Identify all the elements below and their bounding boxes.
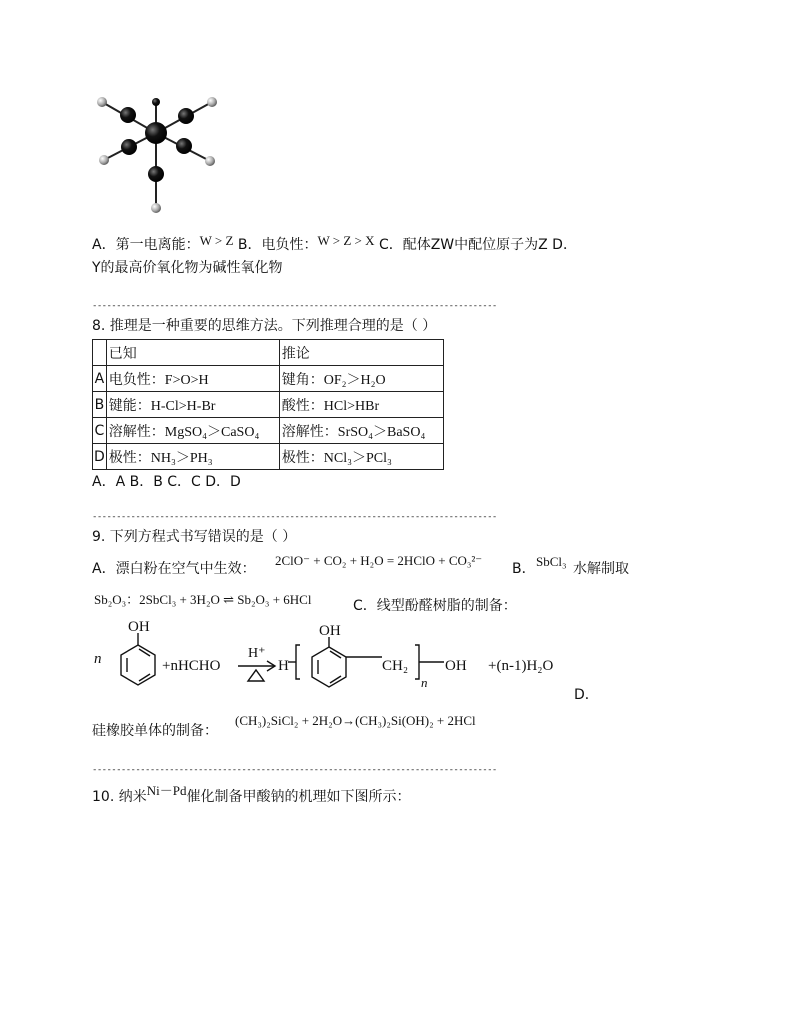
q9-option-b-suffix: 水解制取 xyxy=(573,561,629,577)
ch2-group: CH₂ xyxy=(382,658,409,674)
q8-options: A．A B．B C．C D．D xyxy=(92,474,241,490)
q9-option-d-label: D． xyxy=(574,687,599,703)
known-cell xyxy=(106,366,279,392)
infer-prefix: 溶解性： xyxy=(281,423,338,440)
table-corner-cell xyxy=(93,340,107,366)
infer-prefix: 酸性： xyxy=(281,397,324,414)
q9-option-d-equation: (CH₃)₂SiCl₂ + 2H₂O→(CH₃)₂Si(OH)₂ + 2HCl xyxy=(235,713,476,728)
h-atom xyxy=(207,97,217,107)
q10-stem xyxy=(92,783,411,806)
water-byproduct: +(n-1)H₂O xyxy=(488,658,554,674)
infer-prefix: 极性： xyxy=(281,449,324,466)
ligand-atom xyxy=(176,138,192,154)
table-row xyxy=(93,418,444,444)
molecule-structure-figure xyxy=(90,92,222,216)
known-prefix: 电负性： xyxy=(108,371,165,388)
known-value: H-Cl>H-Br xyxy=(150,398,216,414)
end-group-oh: OH xyxy=(445,658,467,674)
ligand-atom xyxy=(121,139,137,155)
ligand-atom xyxy=(120,107,136,123)
q9-option-a-label: A．漂白粉在空气中生效： xyxy=(92,561,256,577)
q9-option-d-text: 硅橡胶单体的制备： xyxy=(92,723,218,739)
q7-option-d-text: Y的最高价氧化物为碱性氧化物 xyxy=(92,260,283,276)
q9-option-b-label: B． xyxy=(512,561,536,577)
infer-cell xyxy=(279,418,443,444)
known-prefix: 键能： xyxy=(108,397,151,414)
oh-label: OH xyxy=(128,619,150,635)
table-header-row xyxy=(93,340,444,366)
q9-stem: 9. 下列方程式书写错误的是（ ） xyxy=(92,529,297,545)
q8-stem: 8. 推理是一种重要的思维方法。下列推理合理的是（ ） xyxy=(92,318,437,334)
q7-option-c-text: C．配体ZW中配位原子为Z D． xyxy=(378,237,577,253)
q9-option-b-equation: Sb₂O₃：2SbCl₃ + 3H₂O ⇌ Sb₂O₃ + 6HCl xyxy=(94,592,312,607)
known-value: NH₃＞PH₃ xyxy=(150,450,213,466)
small-atom xyxy=(152,98,160,106)
known-cell xyxy=(106,392,279,418)
q10-stem-suffix: 催化制备甲酸钠的机理如下图所示： xyxy=(186,789,411,805)
h-atom xyxy=(99,155,109,165)
h-atom xyxy=(205,156,215,166)
central-atom xyxy=(145,122,167,144)
separator-line: ------------------------------------------------------------------------------------ xyxy=(92,765,497,775)
polymer-oh-label: OH xyxy=(319,623,341,639)
q7-option-b-label: B．电负性： xyxy=(237,237,318,253)
table-row xyxy=(93,366,444,392)
ligand-atom xyxy=(148,166,164,182)
ligand-atom xyxy=(178,108,194,124)
row-label: A xyxy=(93,366,107,392)
benzene-ring xyxy=(312,647,346,687)
infer-prefix: 键角： xyxy=(281,371,324,388)
q7-option-b-formula: W > Z > X xyxy=(317,233,375,248)
row-label: B xyxy=(93,392,107,418)
separator-line: ------------------------------------------------------------------------------------ xyxy=(92,512,497,522)
q10-stem-formula: Ni－Pd xyxy=(146,783,187,798)
benzene-ring xyxy=(121,645,155,685)
row-label: D xyxy=(93,444,107,470)
infer-cell xyxy=(279,392,443,418)
q7-option-a-formula: W > Z xyxy=(199,233,234,248)
h-atom xyxy=(151,203,161,213)
q8-table xyxy=(92,339,444,470)
separator-line: ------------------------------------------------------------------------------------ xyxy=(92,301,497,311)
repeat-subscript-n: n xyxy=(421,675,428,690)
infer-value: OF₂＞H₂O xyxy=(323,372,386,388)
coefficient-n: n xyxy=(94,651,102,667)
q10-stem-prefix: 10. 纳米 xyxy=(92,789,147,805)
infer-value: HCl>HBr xyxy=(323,398,380,414)
end-group-h: H xyxy=(278,658,289,674)
known-cell xyxy=(106,418,279,444)
known-cell xyxy=(106,444,279,470)
catalyst-h-plus: H⁺ xyxy=(248,646,266,661)
table-row xyxy=(93,392,444,418)
known-prefix: 极性： xyxy=(108,449,151,466)
infer-cell xyxy=(279,444,443,470)
table-header-known: 已知 xyxy=(106,340,279,366)
known-value: MgSO₄＞CaSO₄ xyxy=(164,424,260,440)
infer-value: SrSO₄＞BaSO₄ xyxy=(337,424,426,440)
infer-cell xyxy=(279,366,443,392)
row-label: C xyxy=(93,418,107,444)
q7-options-line1 xyxy=(92,233,577,254)
known-prefix: 溶解性： xyxy=(108,423,165,440)
table-row xyxy=(93,444,444,470)
q9-option-a-equation: 2ClO⁻ + CO₂ + H₂O = 2HClO + CO₃²⁻ xyxy=(275,553,483,568)
q9-option-c-label: C．线型酚醛树脂的制备： xyxy=(353,598,517,614)
table-header-infer: 推论 xyxy=(279,340,443,366)
q7-option-a-label: A．第一电离能： xyxy=(92,237,200,253)
q9-option-b-formula: SbCl₃ xyxy=(536,554,567,569)
known-value: F>O>H xyxy=(164,372,209,388)
reagent-hcho: +nHCHO xyxy=(162,658,221,674)
h-atom xyxy=(97,97,107,107)
phenolic-resin-reaction xyxy=(92,615,612,695)
infer-value: NCl₃＞PCl₃ xyxy=(323,450,392,466)
